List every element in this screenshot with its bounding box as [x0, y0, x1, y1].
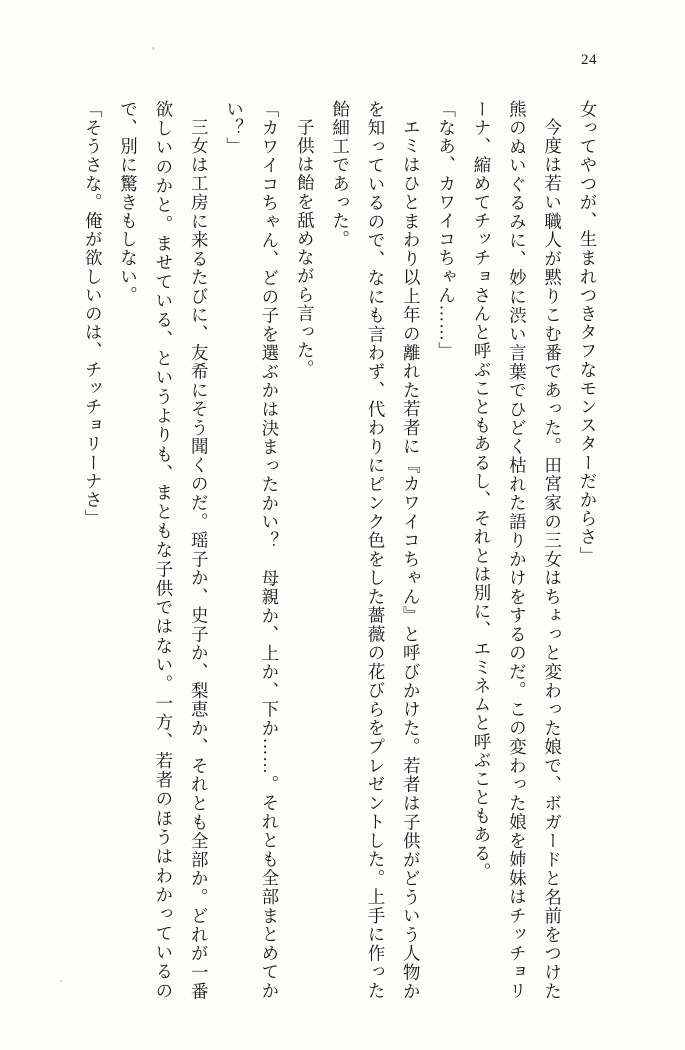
scan-speck: [152, 47, 155, 50]
page-number: 24: [581, 52, 597, 68]
paragraph: 「カワイコちゃん、どの子を選ぶかは決まったかい？ 母親か、上か、下か……。それとも全部まとめてかい？」: [224, 100, 280, 1000]
paragraph: エミはひとまわり以上年の離れた若者に『カワイコちゃん』と呼びかけた。若者は子供がどういう人物かを知っているので、なにも言わず、代わりにピンク色をした薔薇の花びらをプレゼントした。上手に作った飴細工であった。: [330, 100, 422, 1000]
page-text-body: [58, 100, 605, 1000]
paragraph: 「そうさな。俺が欲しいのは、チッチョリーナさ」: [83, 100, 104, 528]
paragraph: 「なあ、カワイコちゃん……」: [436, 100, 457, 361]
paragraph: 三女は工房に来るたびに、友希にそう聞くのだ。瑶子か、史子か、梨恵か、それとも全部か。どれが一番欲しいのかと。ませている、というよりも、まともな子供ではない。一方、若者のほうはわかっているので、別に驚きもしない。: [118, 100, 210, 1000]
paragraph: 今度は若い職人が黙りこむ番であった。田宮家の三女はちょっと変わった娘で、ボガードと名前をつけた熊のぬいぐるみに、妙に渋い言葉でひどく枯れた語りかけをするのだ。この変わった娘を姉妹はチッチョリーナ、縮めてチッチョさんと呼ぶこともあるし、それとは別に、エミネムと呼ぶこともある。: [471, 100, 563, 1000]
paragraph: 女ってやつが、生まれつきタフなモンスターだからさ」: [578, 100, 598, 565]
scan-speck: [60, 980, 62, 982]
paragraph: 子供は飴を舐めながら言った。: [295, 117, 316, 378]
